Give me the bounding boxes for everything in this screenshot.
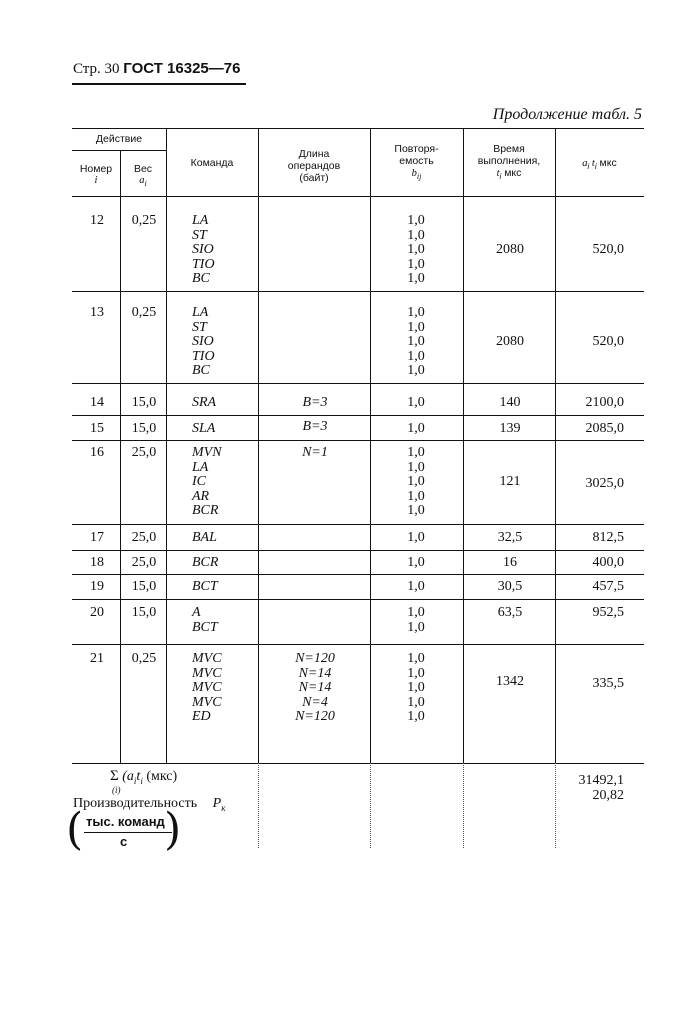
header-weight (120, 163, 166, 190)
row-20-weight: 15,0 (131, 605, 157, 620)
header-number-symbol: i (94, 175, 98, 186)
rule-row-19-20 (72, 599, 644, 600)
row-15-time: 139 (499, 421, 521, 436)
row-21-length: N=120 N=14 N=14 N=4 N=120 (295, 651, 335, 725)
summary-performance: 20,82 (592, 788, 624, 803)
row-16-commands: MVN LA IC AR BCR (192, 445, 222, 519)
row-20-commands: A BCT (192, 605, 218, 635)
row-21-time: 1342 (496, 674, 524, 689)
gost-code: ГОСТ 16325—76 (123, 60, 241, 77)
row-13-weight: 0,25 (131, 305, 157, 320)
header-time-line2: выполнения, (477, 155, 541, 167)
row-20-product: 952,5 (592, 605, 624, 620)
sum-expr (122, 769, 143, 784)
sum-formula (110, 768, 177, 786)
weight-sym: a (139, 175, 145, 186)
header-time (463, 143, 555, 183)
row-14-number: 14 (90, 395, 104, 410)
header-length-line1: Длина (298, 148, 330, 160)
row-18-repeat: 1,0 (407, 555, 425, 570)
rule-summary (72, 763, 644, 764)
repeat-sub: ij (416, 172, 422, 182)
row-16-product: 3025,0 (585, 476, 624, 491)
row-13-time: 2080 (496, 334, 524, 349)
row-15-commands: SLA (192, 421, 216, 436)
performance-text: Производительность (73, 796, 198, 811)
col-rule-5-summary (463, 763, 465, 848)
row-16-time: 121 (499, 474, 521, 489)
row-19-product: 457,5 (592, 579, 624, 594)
row-15-product: 2085,0 (585, 421, 624, 436)
rule-header-bottom (72, 196, 644, 197)
rule-row-18-19 (72, 574, 644, 575)
header-weight-label: Вес (133, 163, 153, 175)
row-12-repeat: 1,0 1,0 1,0 1,0 1,0 (407, 213, 425, 287)
header-repeat-symbol (370, 168, 463, 183)
unit-denominator: с (120, 834, 128, 849)
col-rule-5 (463, 128, 464, 763)
rule-row-17-18 (72, 550, 644, 551)
header-weight-symbol (120, 175, 166, 190)
row-17-repeat: 1,0 (407, 530, 425, 545)
row-17-number: 17 (90, 530, 104, 545)
row-17-weight: 25,0 (131, 530, 157, 545)
unit-paren-right: ) (164, 804, 182, 855)
row-14-product: 2100,0 (585, 395, 624, 410)
product-i2: i (594, 162, 597, 172)
rule-row-14-15 (72, 415, 644, 416)
row-13-commands: LA ST SIO TIO BC (192, 305, 215, 379)
row-19-number: 19 (90, 579, 104, 594)
sum-sigma: Σ (110, 768, 119, 784)
row-15-length: B=3 (302, 419, 328, 434)
header-action: Действие (95, 133, 143, 145)
col-rule-1 (120, 150, 121, 763)
header-length-line3: (байт) (299, 172, 329, 184)
perf-sym: P (212, 796, 222, 811)
row-12-time: 2080 (496, 242, 524, 257)
row-13-product: 520,0 (592, 334, 624, 349)
row-20-repeat: 1,0 1,0 (407, 605, 425, 635)
header-command: Команда (190, 157, 234, 169)
header-length-line2: операндов (287, 160, 341, 172)
unit-numerator: тыс. команд (86, 814, 165, 829)
row-17-product: 812,5 (592, 530, 624, 545)
rule-row-16-17 (72, 524, 644, 525)
row-13-repeat: 1,0 1,0 1,0 1,0 1,0 (407, 305, 425, 379)
time-unit: мкс (501, 167, 522, 179)
row-14-time: 140 (499, 395, 521, 410)
row-17-time: 32,5 (497, 530, 523, 545)
header-rule (72, 83, 246, 85)
row-16-number: 16 (90, 445, 104, 460)
sum-unit: (мкс) (142, 769, 178, 784)
unit-paren-left: ( (66, 804, 84, 855)
row-12-product: 520,0 (592, 242, 624, 257)
repeat-sym: b (411, 168, 417, 179)
unit-fraction-bar (84, 832, 172, 833)
data-table (66, 128, 644, 855)
product-i1: i (587, 162, 590, 172)
header-length (258, 148, 370, 184)
row-21-weight: 0,25 (131, 651, 157, 666)
col-rule-3-summary (258, 763, 260, 848)
row-18-commands: BCR (192, 555, 219, 570)
header-product (555, 157, 644, 173)
weight-sub: i (144, 179, 147, 189)
row-20-time: 63,5 (497, 605, 523, 620)
row-14-weight: 15,0 (131, 395, 157, 410)
row-15-number: 15 (90, 421, 104, 436)
row-21-commands: MVC MVC MVC MVC ED (192, 651, 222, 725)
sum-expr-i2: i (140, 775, 143, 786)
performance-label (73, 796, 225, 813)
page-number: Стр. 30 (73, 61, 120, 77)
row-19-weight: 15,0 (131, 579, 157, 594)
header-time-line1: Время (493, 143, 525, 155)
rule-row-12-13 (72, 291, 644, 292)
row-15-weight: 15,0 (131, 421, 157, 436)
sum-index: (i) (112, 785, 121, 795)
row-18-weight: 25,0 (131, 555, 157, 570)
product-unit: мкс (596, 157, 617, 169)
row-12-weight: 0,25 (131, 213, 157, 228)
row-17-commands: BAL (192, 530, 217, 545)
product-t: t (589, 158, 595, 169)
rule-row-20-21 (72, 644, 644, 645)
time-sym: t (496, 168, 500, 179)
rule-row-13-14 (72, 383, 644, 384)
row-19-time: 30,5 (497, 579, 523, 594)
row-16-repeat: 1,0 1,0 1,0 1,0 1,0 (407, 445, 425, 519)
row-12-number: 12 (90, 213, 104, 228)
row-14-repeat: 1,0 (407, 395, 425, 410)
row-15-repeat: 1,0 (407, 421, 425, 436)
row-13-number: 13 (90, 305, 104, 320)
summary-total: 31492,1 (578, 773, 624, 788)
row-21-repeat: 1,0 1,0 1,0 1,0 1,0 (407, 651, 425, 725)
perf-sub: к (221, 802, 226, 813)
row-18-product: 400,0 (592, 555, 624, 570)
row-19-repeat: 1,0 (407, 579, 425, 594)
row-12-commands: LA ST SIO TIO BC (192, 213, 215, 287)
header-repeat (370, 143, 463, 183)
row-18-time: 16 (503, 555, 517, 570)
col-rule-6 (555, 128, 556, 763)
rule-action-sub (72, 150, 166, 151)
product-a: a (582, 158, 588, 169)
sum-expr-a: (a (122, 769, 134, 784)
header-number (72, 163, 120, 187)
row-14-commands: SRA (192, 395, 217, 410)
rule-row-15-16 (72, 440, 644, 441)
header-repeat-line2: емость (399, 155, 434, 167)
header-number-label: Номер (79, 163, 113, 175)
rule-top (72, 128, 644, 129)
row-16-length: N=1 (302, 445, 328, 460)
row-21-product: 335,5 (592, 676, 624, 691)
row-19-commands: BCT (192, 579, 218, 594)
row-14-length: B=3 (302, 395, 328, 410)
sum-expr-i1: i (133, 775, 137, 786)
header-time-line3 (463, 167, 555, 183)
table-continuation-caption: Продолжение табл. 5 (492, 106, 642, 123)
row-18-number: 18 (90, 555, 104, 570)
row-21-number: 21 (90, 651, 104, 666)
row-20-number: 20 (90, 605, 104, 620)
col-rule-2 (166, 128, 167, 763)
row-16-weight: 25,0 (131, 445, 157, 460)
header-repeat-line1: Повторя- (394, 143, 439, 155)
performance-symbol (213, 796, 226, 811)
sum-expr-t: t (136, 769, 141, 784)
col-rule-4-summary (370, 763, 372, 848)
page-header (73, 60, 240, 78)
time-sub: i (499, 172, 502, 182)
